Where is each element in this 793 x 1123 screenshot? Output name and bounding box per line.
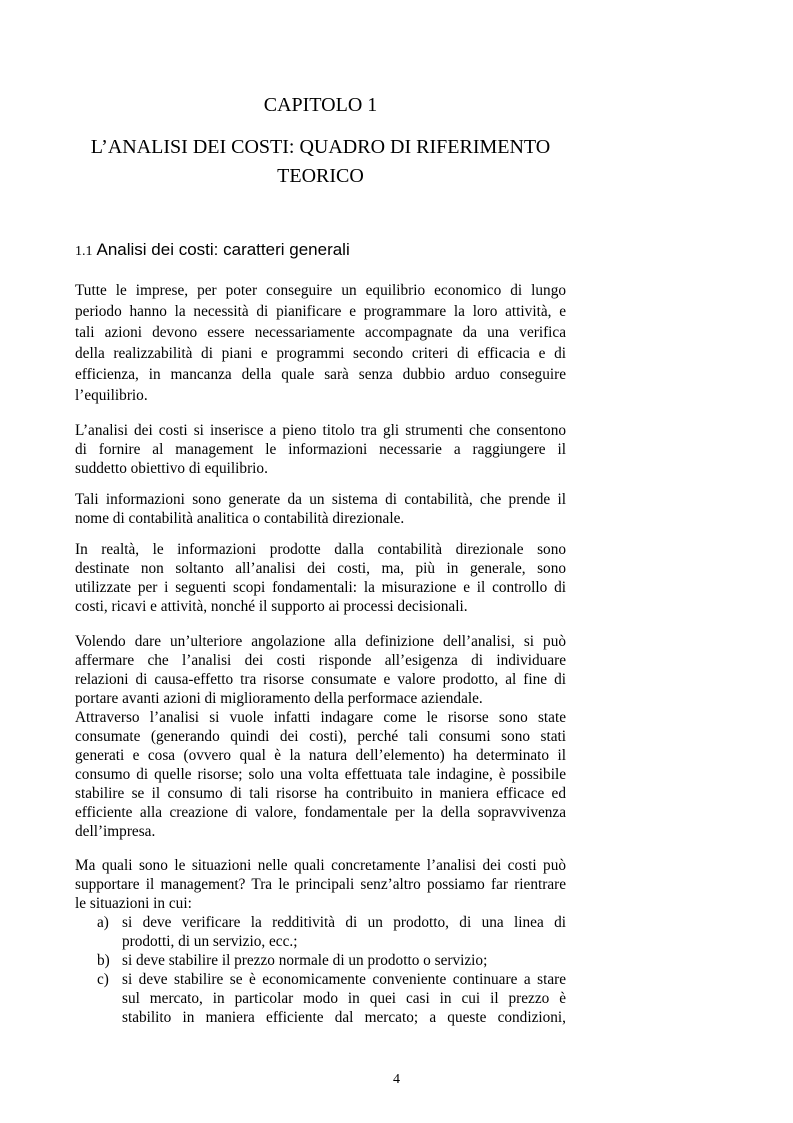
text-line: generati e cosa (ovvero qual è la natura dell’elemento) ha determinato il: [75, 747, 566, 764]
text-line: Attraverso l’analisi si vuole infatti indagare come le risorse sono state: [75, 709, 566, 726]
text-line: nome di contabilità analitica o contabilità direzionale.: [75, 510, 405, 527]
list-line: si deve stabilire il prezzo normale di un prodotto o servizio;: [122, 952, 488, 969]
text-line: dell’impresa.: [75, 823, 156, 840]
list-line: si deve verificare la redditività di un prodotto, di una linea di: [122, 914, 566, 931]
text-line: relazioni di causa-effetto tra risorse consumate e valore prodotto, al fine di: [75, 671, 566, 688]
text-line: efficiente alla creazione di valore, fondamentale per la della sopravvivenza: [75, 804, 566, 821]
chapter-title-line-1: L’ANALISI DEI COSTI: QUADRO DI RIFERIMENTO: [90, 136, 551, 158]
text-line: supportare il management? Tra le principali senz’altro possiamo far rientrare: [75, 876, 566, 893]
text-line: efficienza, in mancanza della quale sarà senza dubbio arduo conseguire: [75, 366, 566, 383]
text-line: In realtà, le informazioni prodotte dalla contabilità direzionale sono: [75, 541, 566, 558]
text-line: Ma quali sono le situazioni nelle quali concretamente l’analisi dei costi può: [75, 857, 566, 874]
text-line: tali azioni devono essere necessariamente accompagnate da una verifica: [75, 324, 566, 341]
section-number: 1.1: [75, 244, 93, 259]
text-line: affermare che l’analisi dei costi risponde all’esigenza di individuare: [75, 652, 566, 669]
text-line: le situazioni in cui:: [75, 895, 192, 912]
text-line: consumo di quelle risorse; solo una volta effettuata tale indagine, è possibile: [75, 766, 566, 783]
list-line: prodotti, di un servizio, ecc.;: [122, 933, 298, 950]
text-line: suddetto obiettivo di equilibrio.: [75, 460, 268, 477]
text-line: di fornire al management le informazioni necessarie a raggiungere il: [75, 441, 566, 458]
page-number: 4: [393, 1072, 400, 1087]
chapter-label: CAPITOLO 1: [263, 94, 378, 116]
list-marker: a): [97, 914, 109, 931]
text-line: utilizzate per i seguenti scopi fondamentali: la misurazione e il controllo di: [75, 579, 566, 596]
section-title: Analisi dei costi: caratteri generali: [96, 240, 350, 259]
text-line: L’analisi dei costi si inserisce a pieno titolo tra gli strumenti che consentono: [75, 422, 566, 439]
text-line: Volendo dare un’ulteriore angolazione alla definizione dell’analisi, si può: [75, 633, 566, 650]
text-line: l’equilibrio.: [75, 387, 148, 404]
text-line: consumate (generando quindi dei costi), perché tali consumi sono stati: [75, 728, 566, 745]
text-line: Tutte le imprese, per poter conseguire un equilibrio economico di lungo: [75, 282, 566, 299]
text-line: stabilire se il consumo di tali risorse ha contribuito in maniera efficace ed: [75, 785, 566, 802]
text-line: Tali informazioni sono generate da un sistema di contabilità, che prende il: [75, 491, 566, 508]
list-line: si deve stabilire se è economicamente conveniente continuare a stare: [122, 971, 566, 988]
chapter-title-line-2: TEORICO: [277, 165, 364, 187]
section-heading: [75, 240, 350, 260]
list-line: stabilito in maniera efficiente dal mercato; a queste condizioni,: [122, 1009, 566, 1026]
list-marker: b): [97, 952, 110, 969]
text-line: costi, ricavi e attività, nonché il supporto ai processi decisionali.: [75, 598, 468, 615]
list-marker: c): [97, 971, 109, 988]
list-line: sul mercato, in particolar modo in quei casi in cui il prezzo è: [122, 990, 566, 1007]
text-line: periodo hanno la necessità di pianificare e programmare la loro attività, e: [75, 303, 566, 320]
text-line: della realizzabilità di piani e programmi secondo criteri di efficacia e di: [75, 345, 566, 362]
text-line: destinate non soltanto all’analisi dei costi, ma, più in generale, sono: [75, 560, 566, 577]
text-line: portare avanti azioni di miglioramento della performace aziendale.: [75, 690, 483, 707]
